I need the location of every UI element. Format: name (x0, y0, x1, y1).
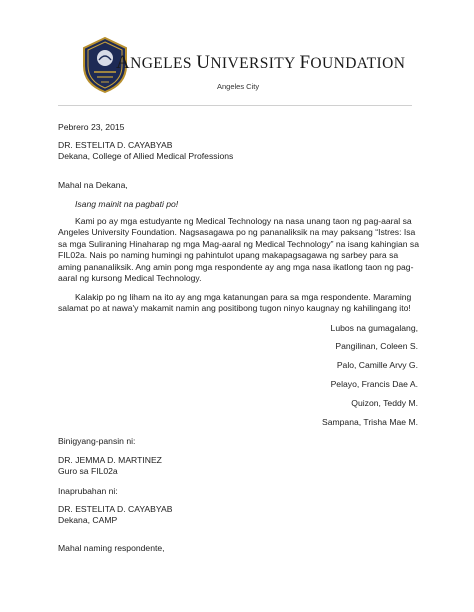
signatory-name: Sampana, Trisha Mae M. (321, 417, 418, 427)
signatory-name: Pangilinan, Coleen S. (335, 341, 418, 351)
signatory-name: Palo, Camille Arvy G. (336, 360, 418, 370)
signatory-name: Quizon, Teddy M. (351, 398, 418, 408)
body-paragraph-1: Kami po ay mga estudyante ng Medical Technology na nasa unang taon ng pag-aaral sa Angeles University Foundation. Nagsasagawa po ng pananaliksik na may paksang “Istres: Isa sa mga Suliraning Hinaharap ng mga Mag-aaral ng Medical Technology” na isang kahingian sa FIL02a. Nais po naming humingi ng pahintulot upang makapagsagawa ng sarbey para sa aming pananaliksik. Ang amin pong mga respondente ay ang mga nasa ikatlong taon ng pag-aaral ng kursong Medical Technology. (58, 216, 419, 284)
letter-date: Pebrero 23, 2015 (58, 122, 125, 132)
recipient-name: DR. ESTELITA D. CAYABYAB (58, 140, 173, 150)
header-divider (58, 105, 412, 106)
city-line: Angeles City (217, 82, 260, 91)
greeting: Isang mainit na pagbati po! (75, 199, 179, 209)
approved-by-title: Dekana, CAMP (58, 515, 118, 525)
second-salutation: Mahal naming respondente, (58, 543, 165, 553)
organization-name: ANGELES UNIVERSITY FOUNDATION (116, 52, 406, 73)
body-paragraph-2: Kalakip po ng liham na ito ay ang mga katanungan para sa mga respondente. Maraming salamat po at nawa'y makamit namin ang positibong tugon ninyo kaugnay ng kahilingang ito! (58, 292, 412, 314)
closing: Lubos na gumagalang, (330, 323, 418, 333)
recipient-title: Dekana, College of Allied Medical Professions (58, 151, 234, 161)
noted-by-title: Guro sa FIL02a (58, 466, 118, 476)
noted-by-name: DR. JEMMA D. MARTINEZ (58, 455, 162, 465)
noted-by-label: Binigyang-pansin ni: (58, 436, 136, 446)
approved-by-name: DR. ESTELITA D. CAYABYAB (58, 504, 173, 514)
salutation: Mahal na Dekana, (58, 180, 128, 190)
approved-by-label: Inaprubahan ni: (58, 486, 118, 496)
signatory-name: Pelayo, Francis Dae A. (330, 379, 418, 389)
